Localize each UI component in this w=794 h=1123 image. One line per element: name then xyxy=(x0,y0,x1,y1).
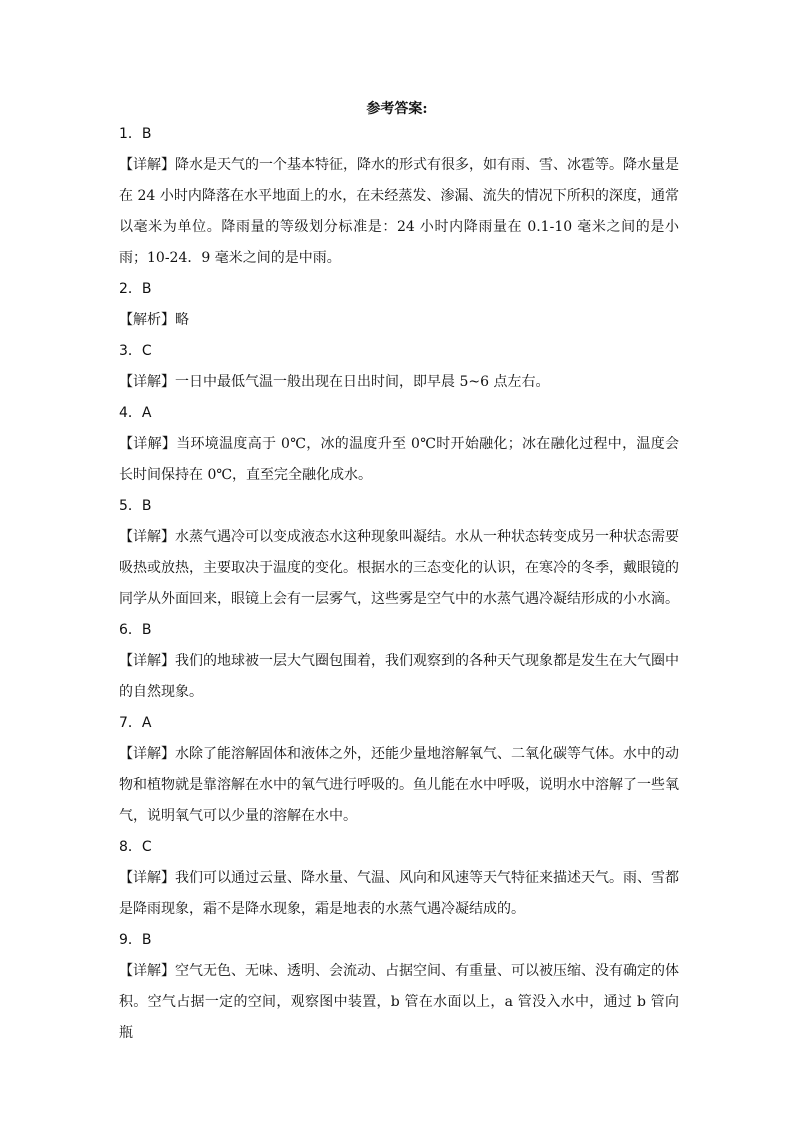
answer-explanation xyxy=(119,367,679,398)
explanation-text: 一日中最低气温一般出现在日出时间，即早晨 5~6 点左右。 xyxy=(175,374,550,390)
answer-explanation xyxy=(119,150,679,274)
answer-label: 6．B xyxy=(119,622,152,638)
answer-label: 7．A xyxy=(119,715,152,731)
page-title: 参考答案: xyxy=(366,101,428,117)
explanation-tag: 【详解】 xyxy=(119,436,177,452)
explanation-tag: 【详解】 xyxy=(119,870,175,886)
explanation-text: 略 xyxy=(175,312,189,328)
answer-label: 8．C xyxy=(119,839,152,855)
answer-label: 3．C xyxy=(119,343,152,359)
explanation-text: 我们的地球被一层大气圈包围着，我们观察到的各种天气现象都是发生在大气圈中的自然现象。 xyxy=(119,653,679,700)
explanation-text: 空气无色、无味、透明、会流动、占据空间、有重量、可以被压缩、没有确定的体积。空气占据一定的空间，观察图中装置，b 管在水面以上，a 管没入水中，通过 b 管向瓶 xyxy=(119,963,679,1041)
explanation-tag: 【解析】 xyxy=(119,312,175,328)
answer-label: 2．B xyxy=(119,281,152,297)
answer-label: 5．B xyxy=(119,498,152,514)
explanation-tag: 【详解】 xyxy=(119,653,175,669)
answer-explanation xyxy=(119,863,679,925)
explanation-tag: 【详解】 xyxy=(119,157,175,173)
answer-explanation xyxy=(119,956,679,1049)
explanation-tag: 【详解】 xyxy=(119,529,175,545)
answer-explanation xyxy=(119,646,679,708)
answer-label: 4．A xyxy=(119,405,152,421)
explanation-tag: 【详解】 xyxy=(119,374,175,390)
answer-list xyxy=(119,119,679,1049)
explanation-text: 水蒸气遇冷可以变成液态水这种现象叫凝结。水从一种状态转变成另一种状态需要吸热或放热，主要取决于温度的变化。根据水的三态变化的认识，在寒冷的冬季，戴眼镜的同学从外面回来，眼镜上会有一层雾气，这些雾是空气中的水蒸气遇冷凝结形成的小水滴。 xyxy=(119,529,679,607)
answer-explanation xyxy=(119,429,679,491)
answer-label: 1．B xyxy=(119,126,152,142)
explanation-text: 当环境温度高于 0℃，冰的温度升至 0℃时开始融化；冰在融化过程中，温度会长时间保持在 0℃，直至完全融化成水。 xyxy=(119,436,679,483)
answer-explanation xyxy=(119,305,679,336)
answer-explanation xyxy=(119,739,679,832)
explanation-tag: 【详解】 xyxy=(119,963,175,979)
explanation-text: 降水是天气的一个基本特征，降水的形式有很多，如有雨、雪、冰雹等。降水量是在 24 小时内降落在水平地面上的水，在未经蒸发、渗漏、流失的情况下所积的深度，通常以毫米为单位。降雨量的等级划分标准是：24 小时内降雨量在 0.1-10 毫米之间的是小雨；10-24．9 毫米之间的是中雨。 xyxy=(119,157,679,266)
answer-explanation xyxy=(119,522,679,615)
explanation-tag: 【详解】 xyxy=(119,746,175,762)
explanation-text: 水除了能溶解固体和液体之外，还能少量地溶解氧气、二氧化碳等气体。水中的动物和植物就是靠溶解在水中的氧气进行呼吸的。鱼儿能在水中呼吸，说明水中溶解了一些氧气，说明氧气可以少量的溶解在水中。 xyxy=(119,746,679,824)
answer-label: 9．B xyxy=(119,932,152,948)
explanation-text: 我们可以通过云量、降水量、气温、风向和风速等天气特征来描述天气。雨、雪都是降雨现象，霜不是降水现象，霜是地表的水蒸气遇冷凝结成的。 xyxy=(119,870,679,917)
